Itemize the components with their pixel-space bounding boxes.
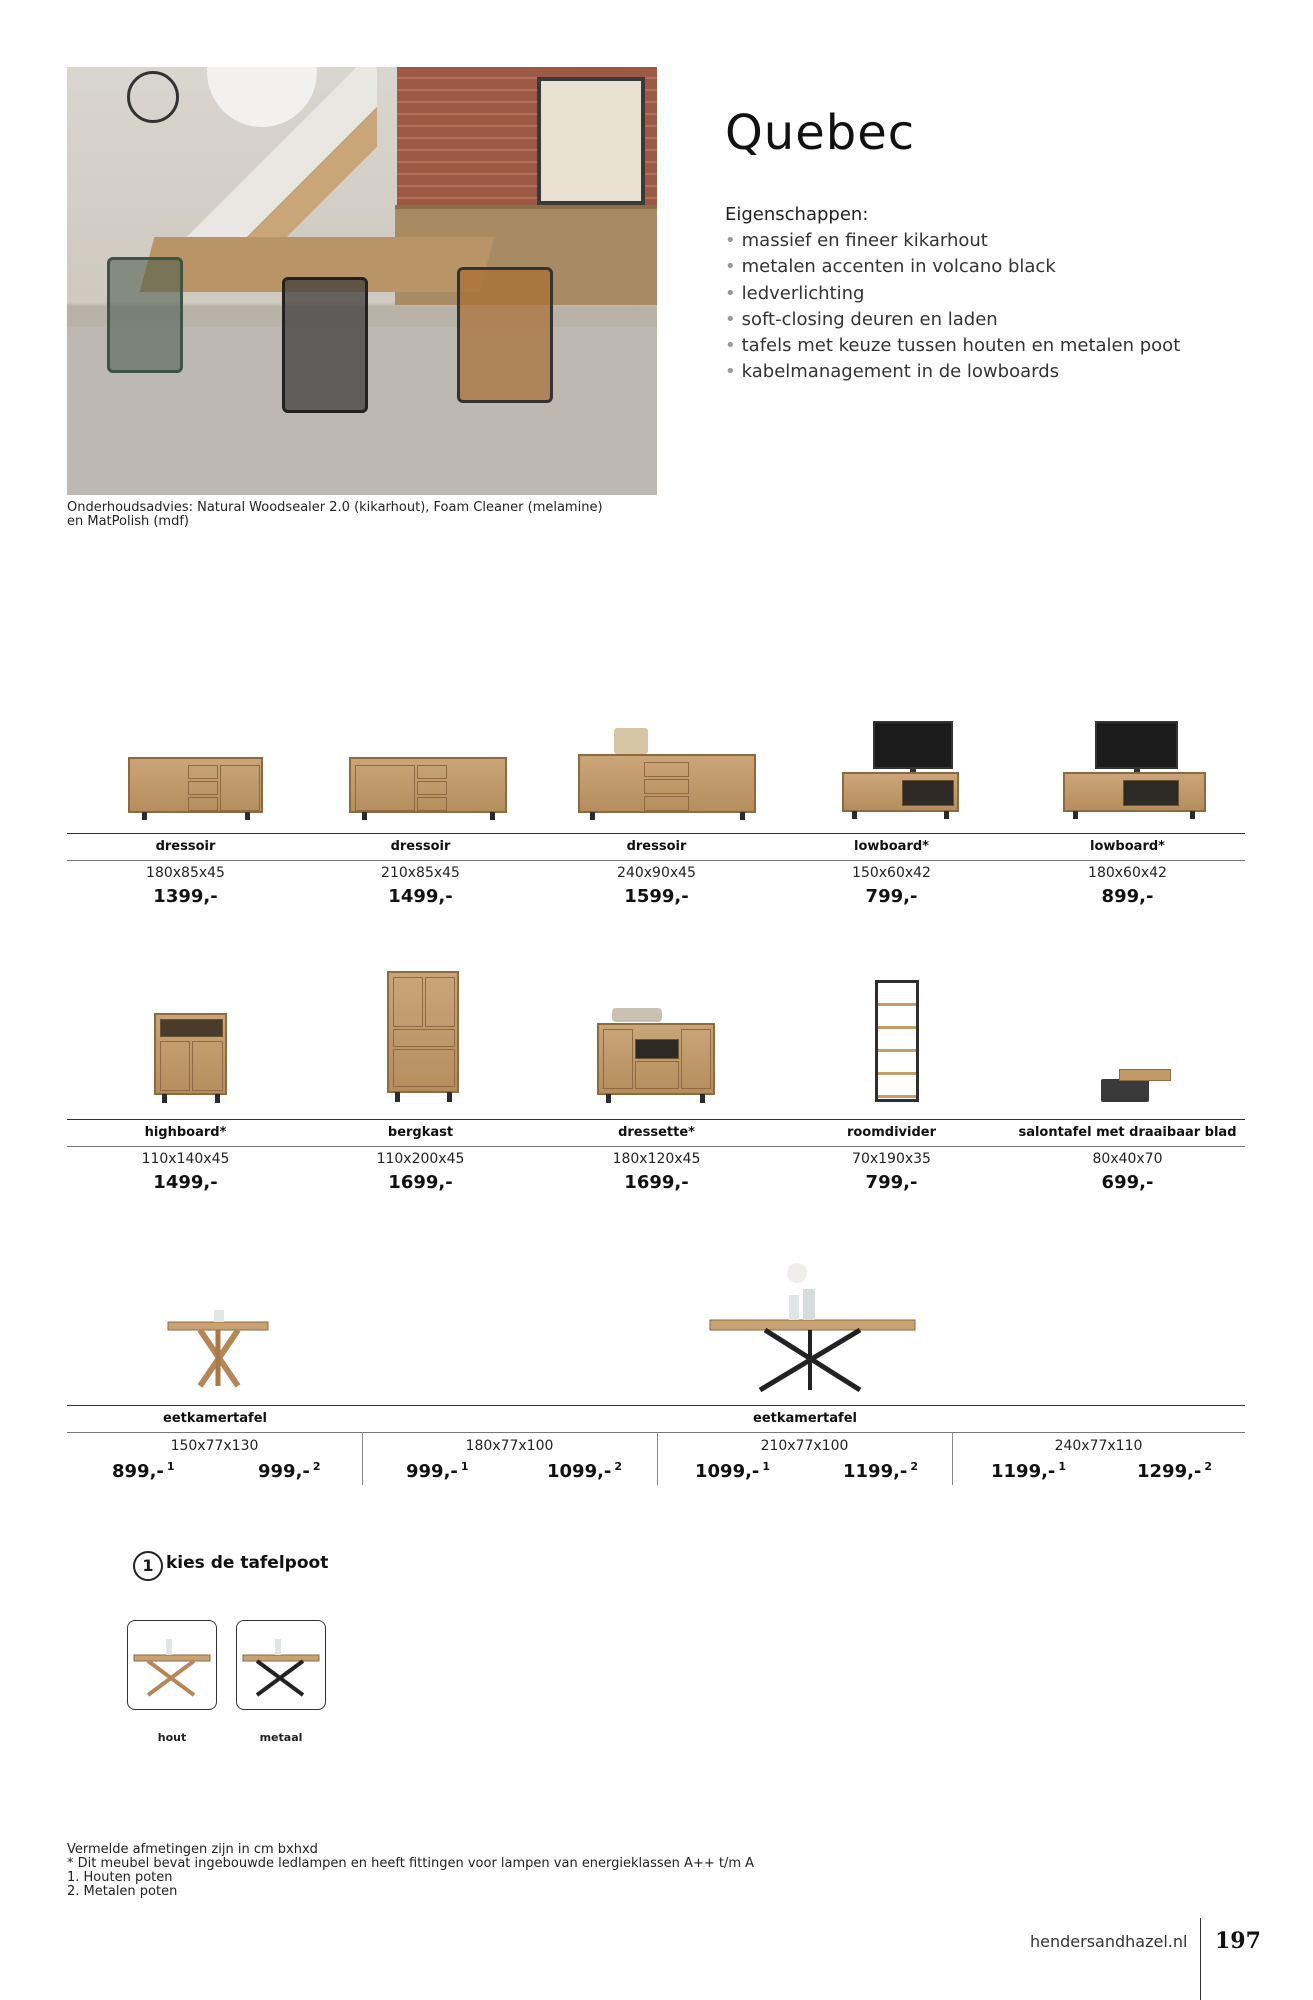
price-value: 1199,- — [843, 1461, 908, 1482]
product-name: highboard* — [144, 1125, 227, 1140]
table-180-price-metal — [547, 1460, 622, 1482]
care-advice-line-2: en MatPolish (mdf) — [67, 514, 189, 529]
leg-choice-heading: kies de tafelpoot — [166, 1553, 329, 1573]
footnote-mark: 1 — [1058, 1460, 1067, 1473]
product-dressette — [539, 1125, 774, 1193]
product-price: 1699,- — [388, 1172, 453, 1193]
dressoir-180-image — [128, 757, 263, 813]
table-210-price-metal — [843, 1460, 918, 1482]
bullet-icon: • — [725, 282, 736, 304]
product-roomdivider — [774, 1125, 1009, 1193]
product-dimensions: 180x85x45 — [146, 865, 225, 881]
product-name: lowboard* — [854, 839, 929, 854]
highboard-image — [154, 1013, 227, 1095]
product-dressoir-210 — [303, 839, 538, 907]
product-salontafel — [1010, 1125, 1245, 1193]
price-value: 1099,- — [695, 1461, 760, 1482]
product-dimensions: 240x90x45 — [617, 865, 696, 881]
footnote-mark: 1 — [762, 1460, 771, 1473]
product-name: dressette* — [618, 1125, 695, 1140]
dining-table-wood-legs-image — [160, 1300, 280, 1390]
product-price: 899,- — [1101, 886, 1154, 907]
properties-heading: Eigenschappen: — [725, 204, 869, 225]
collection-title: Quebec — [725, 105, 916, 161]
table-name-small: eetkamertafel — [163, 1411, 267, 1426]
properties-list — [725, 228, 1180, 386]
product-name: dressoir — [626, 839, 687, 854]
product-price: 799,- — [865, 1172, 918, 1193]
lowboard-150-image — [842, 772, 959, 812]
footnote-line: * Dit meubel bevat ingebouwde ledlampen en heeft fittingen voor lampen van energieklassen A++ t/m A — [67, 1856, 755, 1871]
footnote-mark: 2 — [1204, 1460, 1213, 1473]
lowboard-180-image — [1063, 772, 1206, 812]
lamp-decoration — [614, 728, 648, 754]
price-value: 1199,- — [991, 1461, 1056, 1482]
dressoir-240-image — [578, 754, 756, 813]
product-name: lowboard* — [1090, 839, 1165, 854]
property-item — [725, 333, 1180, 359]
table-240-price-wood — [991, 1460, 1066, 1482]
product-highboard — [68, 1125, 303, 1193]
product-name: salontafel met draaibaar blad — [1018, 1125, 1237, 1140]
price-value: 999,- — [258, 1461, 310, 1482]
property-text: tafels met keuze tussen houten en metalen poot — [741, 335, 1181, 357]
product-dressoir-240 — [539, 839, 774, 907]
product-dressoir-180 — [68, 839, 303, 907]
leg-option-wood[interactable] — [127, 1620, 217, 1710]
footnote-mark: 2 — [614, 1460, 623, 1473]
bullet-icon: • — [725, 230, 736, 251]
property-text: ledverlichting — [741, 282, 865, 304]
property-text: soft-closing deuren en laden — [741, 308, 998, 330]
product-price: 1399,- — [153, 886, 218, 907]
salontafel-top — [1119, 1069, 1171, 1081]
table-240-price-metal — [1137, 1460, 1212, 1482]
decoration-vase — [612, 1008, 662, 1022]
property-text: massief en fineer kikarhout — [741, 230, 988, 251]
property-item — [725, 228, 1180, 254]
roomdivider-image — [875, 980, 919, 1102]
table-150-price-wood — [112, 1460, 175, 1482]
bullet-icon: • — [725, 308, 736, 330]
metal-leg-table-icon — [237, 1621, 325, 1709]
property-item — [725, 281, 1180, 307]
footnote-line: Vermelde afmetingen zijn in cm bxhxd — [67, 1842, 318, 1857]
product-dimensions: 110x200x45 — [376, 1151, 465, 1167]
price-value: 899,- — [112, 1461, 164, 1482]
property-item — [725, 254, 1180, 280]
product-dimensions: 210x85x45 — [381, 865, 460, 881]
product-price: 1499,- — [388, 886, 453, 907]
product-lowboard-150 — [774, 839, 1009, 907]
product-name: bergkast — [387, 1125, 454, 1140]
salontafel-image — [1101, 1079, 1149, 1102]
row2-top-rule — [67, 1119, 1245, 1120]
care-advice — [67, 501, 667, 529]
product-dimensions: 180x120x45 — [612, 1151, 701, 1167]
property-item — [725, 359, 1180, 385]
table-size-210: 210x77x100 — [760, 1438, 849, 1454]
website-link[interactable]: hendersandhazel.nl — [1030, 1932, 1188, 1951]
product-price: 1599,- — [624, 886, 689, 907]
product-dimensions: 70x190x35 — [852, 1151, 931, 1167]
table-210-price-wood — [695, 1460, 770, 1482]
step-number: 1 — [133, 1551, 163, 1581]
dressoir-210-image — [349, 757, 507, 813]
property-text: metalen accenten in volcano black — [741, 256, 1056, 278]
footnote-mark: 1 — [460, 1460, 469, 1473]
footnote-line: 2. Metalen poten — [67, 1884, 178, 1899]
price-value: 999,- — [406, 1461, 458, 1482]
footnote-mark: 2 — [312, 1460, 321, 1473]
dining-room-photo — [67, 67, 657, 495]
product-lowboard-180 — [1010, 839, 1245, 907]
product-dimensions: 180x60x42 — [1088, 865, 1167, 881]
row1-top-rule — [67, 833, 1245, 834]
page-divider — [1200, 1918, 1201, 2000]
bullet-icon: • — [725, 335, 736, 357]
product-dimensions: 110x140x45 — [141, 1151, 230, 1167]
property-text: kabelmanagement in de lowboards — [741, 361, 1060, 383]
footnotes — [67, 1843, 754, 1899]
product-price: 1699,- — [624, 1172, 689, 1193]
dining-table-metal-legs-image — [705, 1255, 920, 1395]
table-size-150: 150x77x130 — [170, 1438, 259, 1454]
property-item — [725, 307, 1180, 333]
bullet-icon: • — [725, 256, 736, 278]
tv-180 — [1095, 721, 1178, 769]
product-dimensions: 150x60x42 — [852, 865, 931, 881]
product-price: 799,- — [865, 886, 918, 907]
price-value: 1299,- — [1137, 1461, 1202, 1482]
product-name: dressoir — [155, 839, 216, 854]
page-number: 197 — [1215, 1928, 1261, 1954]
footnote-line: 1. Houten poten — [67, 1870, 173, 1885]
product-price: 1499,- — [153, 1172, 218, 1193]
leg-option-wood-label: hout — [157, 1731, 187, 1744]
price-value: 1099,- — [547, 1461, 612, 1482]
table-size-240: 240x77x110 — [1054, 1438, 1143, 1454]
product-dimensions: 80x40x70 — [1092, 1151, 1163, 1167]
table-size-180: 180x77x100 — [465, 1438, 554, 1454]
tv-150 — [873, 721, 953, 769]
product-price: 699,- — [1101, 1172, 1154, 1193]
footnote-mark: 1 — [166, 1460, 175, 1473]
wood-leg-table-icon — [128, 1621, 216, 1709]
table-180-price-wood — [406, 1460, 469, 1482]
product-bergkast — [303, 1125, 538, 1193]
bergkast-image — [387, 971, 459, 1093]
table-name-large: eetkamertafel — [753, 1411, 857, 1426]
product-name: roomdivider — [846, 1125, 937, 1140]
tables-top-rule — [67, 1405, 1245, 1406]
table-150-price-metal — [258, 1460, 321, 1482]
product-name: dressoir — [390, 839, 451, 854]
leg-option-metal-label: metaal — [259, 1731, 303, 1744]
footnote-mark: 2 — [910, 1460, 919, 1473]
leg-option-metal[interactable] — [236, 1620, 326, 1710]
bullet-icon: • — [725, 361, 736, 383]
dressette-image — [597, 1023, 715, 1095]
tables-mid-rule — [67, 1432, 1245, 1433]
care-advice-line-1: Onderhoudsadvies: Natural Woodsealer 2.0 (kikarhout), Foam Cleaner (melamine) — [67, 500, 603, 515]
